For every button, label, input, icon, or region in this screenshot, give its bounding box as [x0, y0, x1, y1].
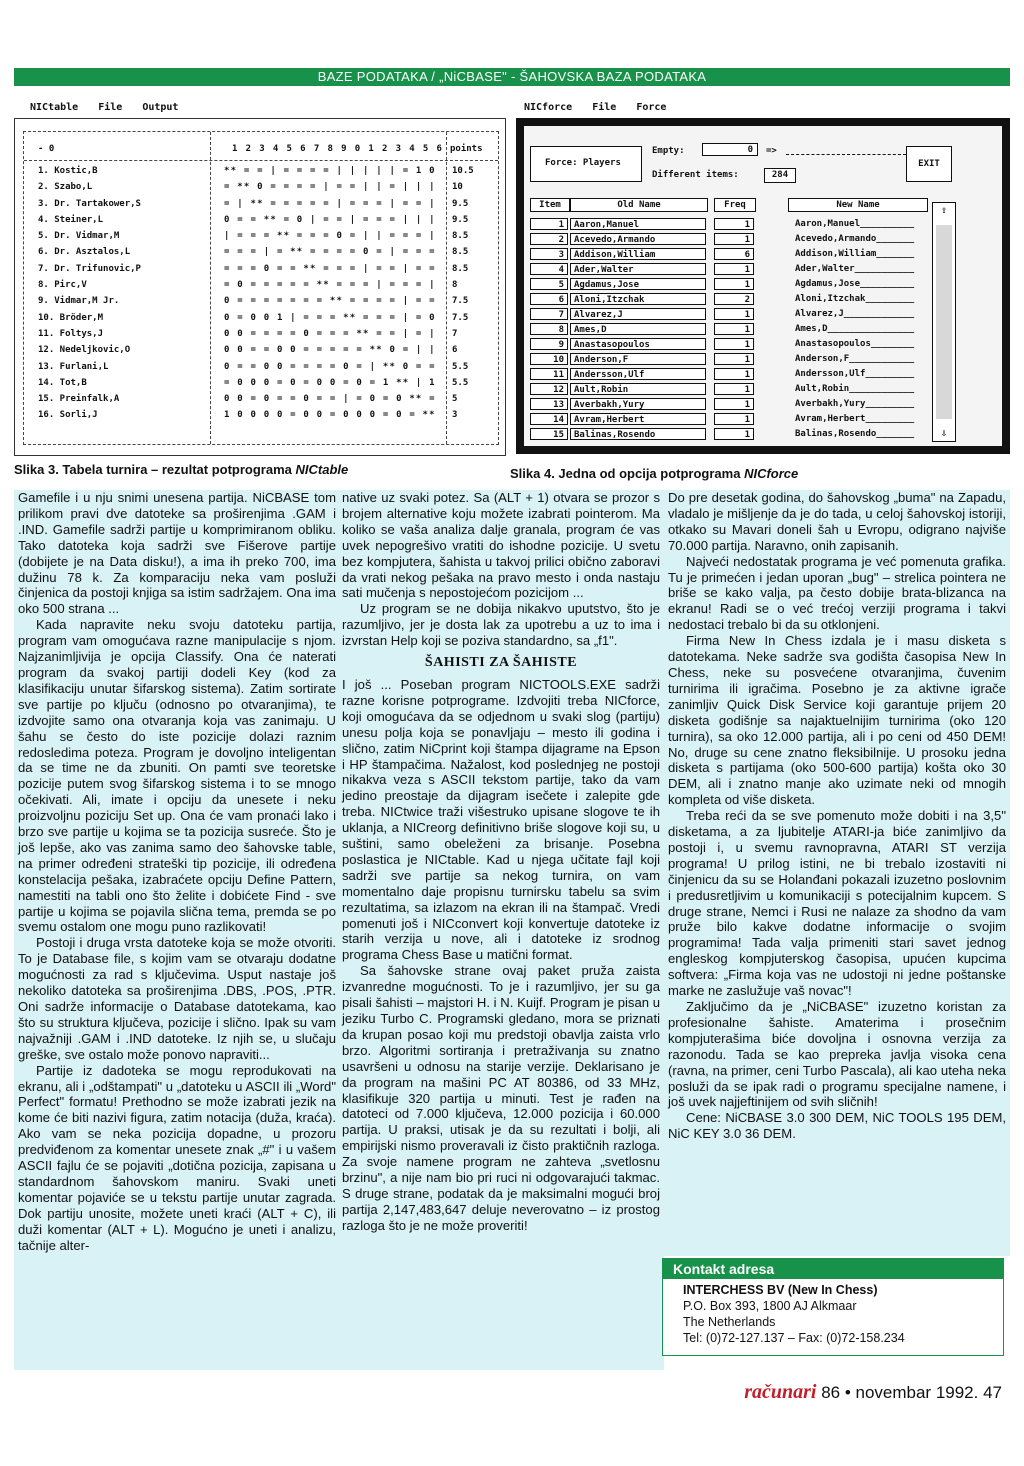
paragraph: Do pre desetak godina, do šahovskog „buma" na Zapadu, vladalo je mišljenje da je do tada, u celoj šahovskoj istoriji, otkako su Mavari doneli šah u Evropu, odigrano najviše 70.000 partija. Naravno, onih zapisanih. — [668, 490, 1006, 553]
paragraph: Uz program se ne dobija nikakvo uputstvo, što je razumljivo, jer je dosta lak za upotrebu a uz to ima i izvrstan Help koji se poziva standardno, sa „f1". — [342, 601, 660, 649]
item-number: 13 — [530, 398, 568, 410]
frequency: 1 — [714, 368, 754, 380]
tournament-table-screenshot — [14, 118, 506, 456]
table-body — [24, 166, 498, 427]
item-number: 12 — [530, 383, 568, 395]
menu-app-name: NICforce — [524, 102, 573, 113]
paragraph: Zaključimo da je „NiCBASE" izuzetno koristan za profesionalne šahiste. Amaterima i prosečnim kompjuterašima biće dovoljna i osnovna verzija za razonodu. Tada se kao prepreka javlja visoka cena (ravna, na primer, ceni Turbo Pascala), ali kao uteha neka posluži da se ipak radi o programu specijalne namene, i još uvek najjeftinijem od svih sličnih! — [668, 999, 1006, 1110]
player-results: = 0 = = = = = ** = = = | = = = | — [224, 280, 436, 291]
exit-button[interactable]: EXIT — [906, 146, 952, 182]
scroll-track[interactable] — [936, 225, 952, 419]
player-results: = ** 0 = = = = | = = | | = | | | — [224, 182, 436, 193]
old-name: Anderson,F — [570, 353, 706, 365]
old-name: Acevedo,Armando — [570, 233, 706, 245]
table-row — [24, 231, 498, 247]
caption-fig3 — [14, 462, 348, 477]
menu-force[interactable]: Force — [636, 102, 667, 113]
item-number: 2 — [530, 233, 568, 245]
column-2-part-b — [342, 677, 660, 1234]
paragraph: Treba reći da se sve pomenuto može dobiti i na 3,5" disketama, a za ljubitelje ATARI-ja biće zanimljivo da postoji i, u svemu ravnopravna, ATARI ST verzija programa! U prilog istini, ne bi trebalo izostaviti ni činjenicu da su se Holanđani pokazali izuzetno poslovnim i predusretljivim u komunikaciji s potecijalnim kupcem. S druge strane, Nemci i Rusi ne nalaze za shodno da vam pruže bilo kakve dodatne informacije o svojim programima! Tada valja primeniti stari savet jednog engleskog kompjuterskog časopisa, upućen kupcima softvera: „Firma koja vas ne udostoji ni jedne poštanske marke ne zaslužuje vaš novac"! — [668, 808, 1006, 999]
table-row — [24, 378, 498, 394]
new-name-input[interactable]: Balinas,Rosendo_______ — [795, 429, 915, 439]
table-row — [24, 329, 498, 345]
player-name: 11. Foltys,J — [38, 328, 104, 339]
nicforce-menu-bar — [524, 102, 680, 113]
player-points: 9.5 — [452, 198, 469, 209]
header-name: - 0 — [38, 144, 55, 154]
different-field: 284 — [764, 168, 796, 183]
section-banner: BAZE PODATAKA / „NiCBASE" - ŠAHOVSKA BAZA PODATAKA — [14, 68, 1010, 86]
player-name: 9. Vidmar,M Jr. — [38, 296, 120, 307]
paragraph: Partije iz dadoteka se mogu reprodukovati na ekranu, ali i „odštampati" u „datoteku u ASCII ili „Word" Perfect" formatu! Prethodno se može izabrati jezik na kome će biti nazivi figura, zatim notacija (duža, kraća). Ako vam se neka pozicija dopadne, u prozoru predviđenom za komentar unesete znak „#" i u vašem ASCII fajlu će se pojaviti „dotična pozicija, zapisana u standardnom šahovskom maniru. Svaki uneti komentar pojaviće se u tekstu partije unutar zagrada. Dok partiju unosite, možete uneti kraći (ALT + C), ili duži komentar (ALT + L). Mogućno je uneti i analizu, tačnije alter- — [18, 1062, 336, 1253]
scrollbar[interactable] — [932, 202, 956, 442]
table-row — [24, 296, 498, 312]
player-results: 1 0 0 0 0 = 0 0 = 0 0 0 = 0 = ** — [224, 410, 436, 421]
issue-info: 86 • novembar 1992. 47 — [821, 1383, 1002, 1402]
col-item-header: Item — [530, 198, 570, 212]
player-results: = = = | = ** = = = = 0 = | = = = — [224, 247, 436, 258]
paragraph: Cene: NiCBASE 3.0 300 DEM, NiC TOOLS 195 DEM, NiC KEY 3.0 36 DEM. — [668, 1110, 1006, 1142]
old-name: Aaron,Manuel — [570, 218, 706, 230]
table-row — [24, 345, 498, 361]
table-row — [24, 394, 498, 410]
col-new-header: New Name — [788, 198, 928, 212]
player-points: 5.5 — [452, 361, 469, 372]
new-name-input[interactable]: Anastasopoulos________ — [795, 339, 915, 349]
paragraph: Firma New In Chess izdala je i masu disketa s datotekama. Neke sadrže sva godišta časopisa New In Chess, neke su posvećene otvaranjima, čuvenim turnirima ili igračima. Posebno je za aktivne igrače zanimljiv Quick Disk Service koji garantuje prijem 20 disketa godišnje sa najaktuelnijim turnirima (oko 120 turnira), sa oko 12.000 partija, ali i po ceni od 450 DEM! No, druge su cene znatno fleksibilnije. U prosoku jedna disketa s partijama (oko 500-600 partija) košta oko 30 DEM, ali i znatno manje ako uzimate neki od mnogih kompleta od više disketa. — [668, 633, 1006, 808]
player-results: | = = = ** = = = 0 = | | = = = | — [224, 231, 436, 242]
subheading: ŠAHISTI ZA ŠAHISTE — [424, 655, 578, 671]
target-input[interactable] — [786, 154, 906, 155]
player-results: ** = = | = = = = | | | | | = 1 0 — [224, 166, 436, 176]
paragraph: native uz svaki potez. Sa (ALT + 1) otvara se prozor s brojem alternative koju možete izabrati pointerom. Ma koliko se vaša analiza dalje granala, program će vas uvek nepogrešivo vratiti do ishodne pozicije. U svetu bez kompjutera, šahista u takvoj prilici obično zaboravi da vrati nekog pešaka na pravo mesto i onda nastaju sati mučenja s nepostojećom pozicijom ... — [342, 490, 660, 601]
frequency: 1 — [714, 323, 754, 335]
player-name: 2. Szabo,L — [38, 182, 93, 193]
new-name-input[interactable]: Ames,D________________ — [795, 324, 915, 334]
old-name: Ader,Walter — [570, 263, 706, 275]
header-points: points — [450, 144, 483, 154]
player-name: 5. Dr. Vidmar,M — [38, 231, 120, 242]
menu-output[interactable]: Output — [142, 102, 179, 113]
table-row — [24, 280, 498, 296]
player-name: 1. Kostic,B — [38, 166, 98, 176]
table-header — [24, 140, 498, 161]
new-name-input[interactable]: Anderson,F____________ — [795, 354, 915, 364]
player-results: 0 = 0 0 1 | = = = ** = = = | = 0 — [224, 312, 436, 323]
frequency: 1 — [714, 398, 754, 410]
frequency: 1 — [714, 428, 754, 440]
old-name: Addison,William — [570, 248, 706, 260]
player-points: 8 — [452, 280, 458, 291]
frequency: 6 — [714, 248, 754, 260]
new-name-input[interactable]: Ader,Walter___________ — [795, 264, 915, 274]
menu-app-name: NICtable — [30, 102, 79, 113]
frequency: 2 — [714, 293, 754, 305]
new-name-input[interactable]: Averbakh,Yury_________ — [795, 399, 915, 409]
paragraph: Gamefile i u nju snimi unesena partija. NiCBASE tom prilikom pravi dve datoteke sa proširenjima .GAM i .IND. Gamefile sadrži partije u komprimiranom obliku. Tako datoteka koja sadrži sve Fišerove partije (dobijete je na Data disku!), a ima ih preko 700, ima dužinu 78 k. Za komparaciju neka vam posluži činjenica da postoji knjiga sa istim sadržajem. Ona ima oko 500 strana ... — [18, 490, 336, 617]
player-points: 5 — [452, 394, 458, 405]
item-number: 5 — [530, 278, 568, 290]
player-points: 9.5 — [452, 214, 469, 225]
menu-file[interactable]: File — [98, 102, 123, 113]
player-points: 7.5 — [452, 296, 469, 307]
player-results: 0 0 = 0 = = 0 = = | = 0 = 0 ** = — [224, 394, 436, 405]
player-name: 16. Sorli,J — [38, 410, 98, 421]
player-points: 6 — [452, 345, 458, 356]
new-name-input[interactable]: Alvarez,J_____________ — [795, 309, 915, 319]
player-results: 0 = = ** = 0 | = = | = = = | | | — [224, 214, 436, 225]
player-points: 7 — [452, 328, 458, 339]
player-results: 0 0 = = = = 0 = = = ** = = | = | — [224, 328, 436, 339]
frequency: 1 — [714, 278, 754, 290]
old-name: Averbakh,Yury — [570, 398, 706, 410]
player-points: 3 — [452, 410, 458, 421]
old-name: Andersson,Ulf — [570, 368, 706, 380]
nicforce-screenshot — [516, 118, 1010, 454]
item-number: 3 — [530, 248, 568, 260]
item-number: 6 — [530, 293, 568, 305]
player-name: 13. Furlani,L — [38, 361, 109, 372]
item-number: 14 — [530, 413, 568, 425]
player-results: = = = 0 = = ** = = = | = = | = = — [224, 263, 436, 274]
frequency: 1 — [714, 338, 754, 350]
arrow-label: => — [766, 146, 777, 156]
contact-company: INTERCHESS BV (New In Chess) — [683, 1283, 878, 1297]
paragraph: Postoji i druga vrsta datoteke koja se može otvoriti. To je Database file, s kojim vam se otvaraju dodatne mogućnosti za rad s ključevima. Usput nastaje još nekoliko datoteka sa proširenjima .DBS, .POS, .PTR. Oni sadrže informacije o Database datotekama, kao što su struktura ključeva, pozicije i slično. Ipak su vam najvažniji .GAM i .IND datoteke. Iz njih se, u slučaju greške, sve ostalo može ponovo napraviti... — [18, 935, 336, 1062]
frequency: 1 — [714, 263, 754, 275]
new-name-input[interactable]: Aloni,Itzchak_________ — [795, 294, 915, 304]
table-row — [24, 182, 498, 198]
player-name: 4. Steiner,L — [38, 214, 104, 225]
frequency: 1 — [714, 218, 754, 230]
player-results: 0 = = 0 0 = = = = 0 = | ** 0 = = — [224, 361, 436, 372]
article-column-3 — [664, 490, 1010, 1256]
paragraph: Najveći nedostatak programa je već pomenuta grafika. Tu je primećen i jedan uporan „bug" – strelica pointera ne briše se kako valja, pa često dobije brata-blizanca na ekranu! Radi se o već trećoj verziji programa i takvi nedostaci trebalo bi da su otklonjeni. — [668, 553, 1006, 633]
player-name: 6. Dr. Asztalos,L — [38, 247, 131, 258]
caption-program: NICforce — [744, 466, 799, 481]
table-row — [24, 362, 498, 378]
item-number: 10 — [530, 353, 568, 365]
nicforce-window — [524, 126, 1002, 446]
magazine-logo: računari — [744, 1381, 817, 1403]
player-points: 5.5 — [452, 377, 469, 388]
old-name: Anastasopoulos — [570, 338, 706, 350]
new-name-input[interactable]: Andersson,Ulf_________ — [795, 369, 915, 379]
old-name: Ault,Robin — [570, 383, 706, 395]
empty-field[interactable]: 0 — [702, 143, 758, 156]
old-name: Aloni,Itzchak — [570, 293, 706, 305]
new-name-input[interactable]: Acevedo,Armando_______ — [795, 234, 915, 244]
frequency: 1 — [714, 233, 754, 245]
contact-title: Kontakt adresa — [663, 1259, 1003, 1279]
new-name-input[interactable]: Addison,William_______ — [795, 249, 915, 259]
table-row — [24, 264, 498, 280]
player-points: 10 — [452, 182, 463, 193]
item-number: 11 — [530, 368, 568, 380]
empty-label: Empty: — [652, 146, 685, 156]
new-name-input[interactable]: Aaron,Manuel__________ — [795, 219, 915, 229]
scroll-down-icon[interactable]: ⇩ — [940, 428, 948, 439]
contact-country: The Netherlands — [683, 1315, 776, 1329]
article-column-2 — [338, 490, 664, 1370]
player-results: = | ** = = = = = | = = = | = = | — [224, 198, 436, 209]
contact-phone: Tel: (0)72-127.137 – Fax: (0)72-158.234 — [683, 1331, 905, 1345]
player-name: 10. Bröder,M — [38, 312, 104, 323]
table-row — [24, 313, 498, 329]
column-2-part-a — [342, 490, 660, 649]
item-number: 1 — [530, 218, 568, 230]
tournament-table — [23, 131, 499, 445]
different-label: Different items: — [652, 170, 739, 180]
table-row — [24, 215, 498, 231]
table-row — [24, 199, 498, 215]
force-label: Force: Players — [545, 158, 621, 168]
new-name-input[interactable]: Avram,Herbert_________ — [795, 414, 915, 424]
frequency: 1 — [714, 353, 754, 365]
player-name: 8. Pirc,V — [38, 280, 87, 291]
old-name: Avram,Herbert — [570, 413, 706, 425]
header-rounds: 1 2 3 4 5 6 7 8 9 0 1 2 3 4 5 6 — [232, 144, 444, 154]
player-points: 8.5 — [452, 231, 469, 242]
player-name: 15. Preinfalk,A — [38, 394, 120, 405]
player-name: 3. Dr. Tartakower,S — [38, 198, 141, 209]
player-results: = 0 0 0 = 0 = 0 0 = 0 = 1 ** | 1 — [224, 377, 436, 388]
player-points: 10.5 — [452, 166, 474, 176]
nictable-menu-bar — [30, 102, 192, 113]
contact-box — [662, 1258, 1004, 1356]
table-row — [24, 166, 498, 182]
caption-text: Slika 4. Jedna od opcija potprograma — [510, 466, 745, 481]
table-row — [24, 247, 498, 263]
table-row — [24, 410, 498, 426]
item-number: 4 — [530, 263, 568, 275]
player-name: 14. Tot,B — [38, 377, 87, 388]
old-name: Ames,D — [570, 323, 706, 335]
player-results: 0 = = = = = = = ** = = = = | = = — [224, 296, 436, 307]
force-players-box[interactable] — [530, 146, 642, 182]
player-points: 8.5 — [452, 263, 469, 274]
menu-file[interactable]: File — [592, 102, 617, 113]
paragraph: Kada napravite neku svoju datoteku partija, program vam omogućava razne manipulacije s njom. Najzanimljivija je opcija Classify. Ona će naterati program da svakoj partiji dodeli Key (kod za klasifikaciju unutar šifarskog sistema). Zatim sortirate sve partije po ključu (odnosno po otvaranjima), te izdvojite samo ona otvaranja koja vas zanimaju. U šahu se često do iste pozicije dolazi raznim redosledima poteza. Program je dovoljno inteligentan da se time ne da zbuniti. On pamti sve teoretske pozicije putem svog šifarskog sistema i to se mnogo očekivati. Ali, imate i opciju da unesete i neku proizvoljnu poziciju Set up. Ona će vam pronaći lako i brzo sve partije u kojima se ta pozicija susreće. Što je još lepše, ako vas zanima samo deo šahovske table, na primer određeni strateški tip pozicije, ili određena konstelacija pešaka, izabraćete opciju Define Pattern, namestiti na tabli ono što želite i dobićete Find - sve partije u kojima se pojavila slična tema, premda se po svemu ostalom one mogu puno razlikovati! — [18, 617, 336, 935]
page-footer — [744, 1381, 1002, 1404]
contact-address: P.O. Box 393, 1800 AJ Alkmaar — [683, 1299, 857, 1313]
frequency: 1 — [714, 308, 754, 320]
frequency: 1 — [714, 383, 754, 395]
new-name-input[interactable]: Agdamus,Jose__________ — [795, 279, 915, 289]
paragraph: Sa šahovske strane ovaj paket pruža zaista izvanredne mogućnosti. To je i razumljivo, jer su ga pisali šahisti – majstori H. i N. Kuijf. Program je pisan u jeziku Turbo C. Programski gledano, mora se priznati da krupan posao koji mu predstoji obavlja zaista vrlo brzo. Algoritmi sortiranja i pretraživanja su znatno usavršeni u odnosu na starije verzije. Deklarisano je da program na mašini PC AT 80386, od 33 MHz, klasifikuje 320 partija u minuti. Test je rađen na datoteci od 7.000 ključeva, 12.000 pozicija i 60.000 partija. U praksi, utisak je da su rezultati i bolji, ali empirijski nismo proveravali iz čisto praktičnih razloga. Za svoje namene program ne zahteva „svetlosnu brzinu", a nije nam bio pri ruci ni odgovarajući takmac. S druge strane, podatak da je maksimalni mogući broj partija 2,147,483,647 deluje neverovatno – iz prostog razloga što je ne može proveriti! — [342, 963, 660, 1233]
article-column-1 — [14, 490, 340, 1370]
player-name: 7. Dr. Trifunovic,P — [38, 263, 141, 274]
old-name: Balinas,Rosendo — [570, 428, 706, 440]
caption-program: NICtable — [295, 462, 349, 477]
player-points: 7.5 — [452, 312, 469, 323]
player-points: 8.5 — [452, 247, 469, 258]
col-old-header: Old Name — [570, 198, 708, 212]
item-number: 9 — [530, 338, 568, 350]
frequency: 1 — [714, 413, 754, 425]
scroll-up-icon[interactable]: ⇧ — [940, 205, 948, 216]
col-freq-header: Freq — [714, 198, 756, 212]
old-name: Alvarez,J — [570, 308, 706, 320]
player-results: 0 0 = = 0 0 = = = = = ** 0 = | | — [224, 345, 436, 356]
player-name: 12. Nedeljkovic,O — [38, 345, 131, 356]
new-name-input[interactable]: Ault,Robin____________ — [795, 384, 915, 394]
caption-text: Slika 3. Tabela turnira – rezultat potprograma — [14, 462, 296, 477]
item-number: 8 — [530, 323, 568, 335]
paragraph: I još ... Poseban program NICTOOLS.EXE sadrži razne korisne potprograme. Izdvojiti treba NICforce, koji omogućava da se odjednom u svaki slog (partiju) unesu polja koja se ponavljaju – mesto ili godina i slično, zatim NiCprint koji štampa dijagrame na Epson i HP štampačima. Nažalost, kod poslednjeg ne postoji nikakva veza s ASCII tekstom partije, tako da vam jedino preostaje da dijagram isečete i zalepite gde treba. NICtwice traži višestruko upisane slogove te ih uklanja, a NICreorg definitivno briše slogove koji su, u suštini, samo obeleženi za brisanje. Posebna poslastica je NICtable. Kad u njega učitate fajl koji sadrži sve partije sa nekog turnira, on vam momentalno daje propisnu turnirsku tabelu sa svim rezultatima, sa izlazom na ekran ili na štampač. Vredi pomenuti još i NICconvert koji konvertuje datoteke iz starih verzija u nove, ali i datoteke iz srodnog programa Chess Base u matični format. — [342, 676, 660, 963]
caption-fig4 — [510, 466, 798, 481]
old-name: Agdamus,Jose — [570, 278, 706, 290]
item-number: 7 — [530, 308, 568, 320]
item-number: 15 — [530, 428, 568, 440]
